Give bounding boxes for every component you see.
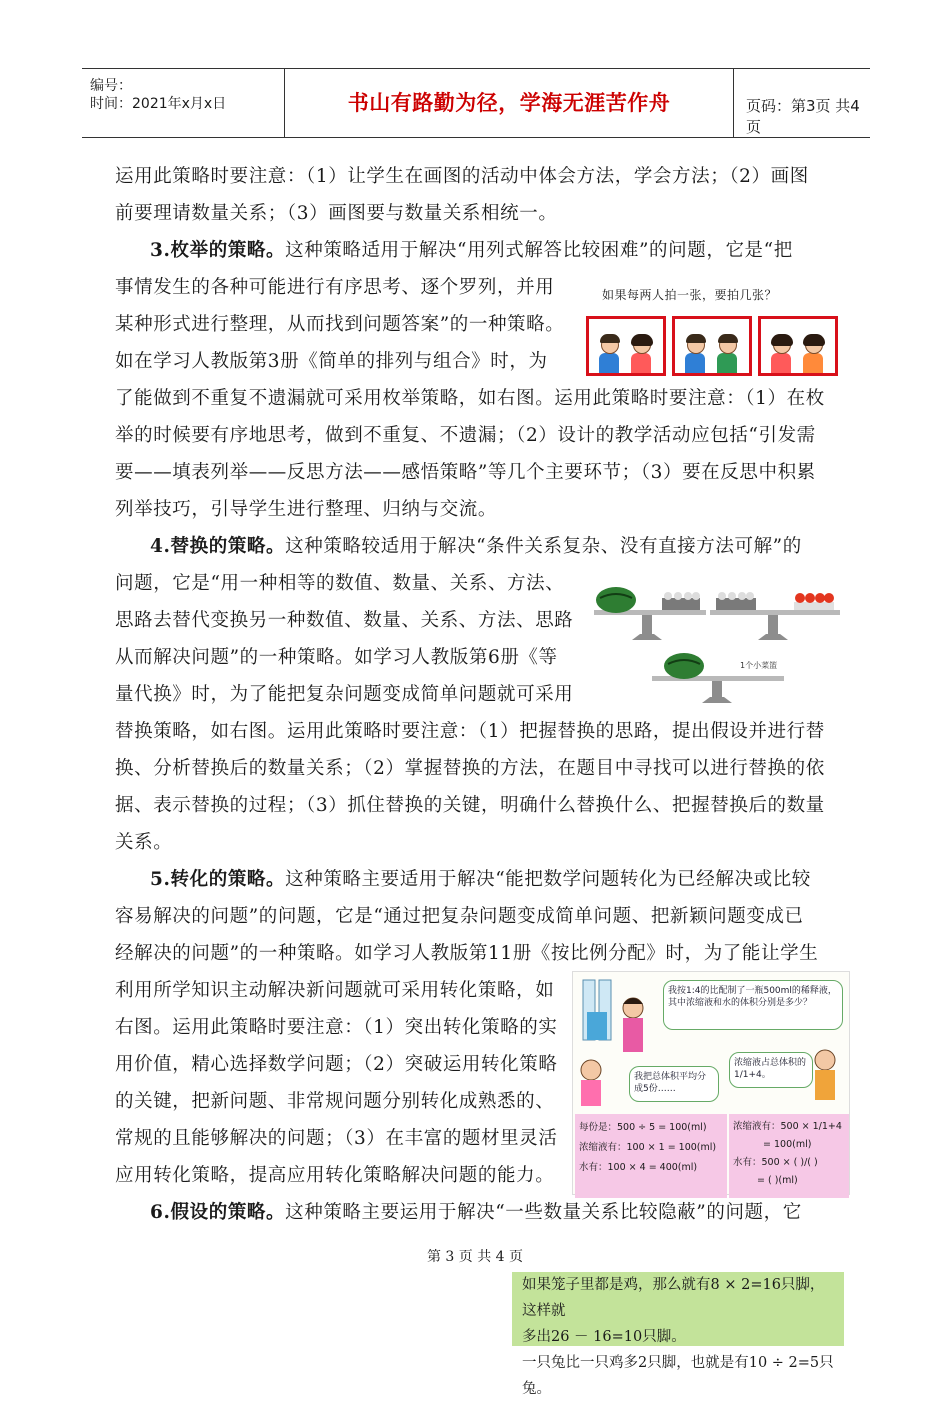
chicken-rabbit-box	[512, 1272, 844, 1397]
body-line: 运用此策略时要注意：（1）让学生在画图的活动中体会方法，学会方法；（2）画图	[115, 166, 809, 187]
boy-icon	[719, 336, 737, 354]
body-line: 前要理请数量关系；（3）画图要与数量关系相统一。	[115, 203, 558, 224]
section-title: 4.替换的策略。	[150, 536, 286, 557]
body-text: 这种策略主要适用于解决“能把数学问题转化为已经解决或比较	[285, 869, 811, 890]
section-3-heading	[150, 236, 793, 262]
calc-line: 水有：100 × 4 = 400(ml)	[579, 1162, 698, 1173]
calc-line: 水有：500 × ( )/( )	[733, 1157, 818, 1168]
box-line: 一只兔比一只鸡多2只脚，也就是有10 ÷ 2=5只兔。	[522, 1355, 834, 1397]
header-page-label: 页码：第3页 共4页	[746, 97, 860, 136]
body-line: 列举技巧，引导学生进行整理、归纳与交流。	[115, 499, 498, 520]
section-title: 6.假设的策略。	[150, 1202, 286, 1223]
balance-scale	[594, 587, 706, 640]
body-line: 经解决的问题”的一种策略。如学习人教版第11册《按比例分配》时，为了能让学生	[115, 943, 819, 964]
body-line: 关系。	[115, 832, 173, 853]
body-line: 如在学习人教版第3册《简单的排列与组合》时，为	[115, 351, 548, 372]
section-5-heading	[150, 865, 811, 891]
photo-frame	[758, 316, 838, 376]
body-line: 从而解决问题”的一种策略。如学习人教版第6册《等	[115, 647, 558, 668]
body-line: 右图。运用此策略时要注意：（1）突出转化策略的实	[115, 1017, 558, 1038]
calc-line: 每份是：500 ÷ 5 = 100(ml)	[579, 1122, 707, 1133]
header-motto: 书山有路勤为径，学海无涯苦作舟	[285, 69, 734, 137]
body-line: 利用所学知识主动解决新问题就可采用转化策略，如	[115, 980, 555, 1001]
student-icon	[815, 1050, 835, 1070]
body-line: 容易解决的问题”的问题，它是“通过把复杂问题变成简单问题、把新颖问题变成已	[115, 906, 804, 927]
watermelon-icon	[664, 653, 704, 679]
body-line: 举的时候要有序地思考，做到不重复、不遗漏；（2）设计的教学活动应包括“引发需	[115, 425, 816, 446]
girl-icon	[633, 336, 651, 354]
box-line: 多出26 － 16=10只脚。	[522, 1329, 686, 1345]
enumeration-caption: 如果每两人拍一张，要拍几张？	[602, 288, 778, 302]
body-line: 思路去替代变换另一种数值、数量、关系、方法、思路	[115, 610, 574, 631]
header-meta	[82, 69, 285, 137]
body-line: 某种形式进行整理，从而找到问题答案”的一种策略。	[115, 314, 565, 335]
box-line: 如果笼子里都是鸡，那么就有8 × 2=16只脚，这样就	[522, 1277, 825, 1319]
body-line: 常规的且能够解决的问题；（3）在丰富的题材里灵活	[115, 1128, 558, 1149]
section-title: 5.转化的策略。	[150, 869, 286, 890]
calc-line: 浓缩液有：100 × 1 = 100(ml)	[579, 1142, 717, 1153]
balance-figure	[588, 576, 850, 706]
body-line: 用价值，精心选择数学问题；（2）突破运用转化策略	[115, 1054, 558, 1075]
girl-icon	[805, 336, 823, 354]
body-line: 的关键，把新问题、非常规问题分别转化成熟悉的、	[115, 1091, 555, 1112]
calc-box-left	[575, 1114, 727, 1198]
body-line: 了能做到不重复不遗漏就可采用枚举策略，如右图。运用此策略时要注意：（1）在枚	[115, 388, 825, 409]
body-line: 量代换》时，为了能把复杂问题变成简单问题就可采用	[115, 684, 574, 705]
date-label: 时间：2021年x月x日	[90, 96, 227, 112]
speech-bubble: 浓缩液占总体积的 1/1+4。	[729, 1052, 813, 1088]
section-6-heading	[150, 1198, 802, 1224]
boy-icon	[687, 336, 705, 354]
body-line: 要——填表列举——反思方法——感悟策略”等几个主要环节；（3）要在反思中积累	[115, 462, 816, 483]
calc-line: = ( )(ml)	[757, 1175, 798, 1186]
body-line: 换、分析替换后的数量关系；（2）掌握替换的方法，在题目中寻找可以进行替换的依	[115, 758, 825, 779]
student-icon	[581, 1060, 601, 1080]
speech-bubble: 我把总体积平均分成5份……	[629, 1066, 719, 1102]
calc-line: = 100(ml)	[763, 1139, 812, 1150]
balance-scale	[710, 592, 840, 640]
photo-frame	[586, 316, 666, 376]
body-text: 这种策略主要运用于解决“一些数量关系比较隐蔽”的问题，它	[285, 1202, 802, 1223]
body-line: 问题，它是“用一种相等的数值、数量、关系、方法、	[115, 573, 565, 594]
body-line: 事情发生的各种可能进行有序思考、逐个罗列，并用	[115, 277, 555, 298]
body-line: 据、表示替换的过程；（3）抓住替换的关键，明确什么替换什么、把握替换后的数量	[115, 795, 825, 816]
calc-line: 浓缩液有：500 × 1/1+4	[733, 1121, 842, 1132]
girl-icon	[773, 336, 791, 354]
section-title: 3.枚举的策略。	[150, 240, 286, 261]
tomato-icon	[795, 593, 805, 603]
balance-label: 1个小菜篮	[740, 661, 778, 670]
body-line: 应用转化策略，提高应用转化策略解决问题的能力。	[115, 1165, 555, 1186]
balance-scale	[652, 653, 784, 703]
enumeration-figure	[584, 282, 844, 382]
page-footer: 第 3 页 共 4 页	[426, 1249, 524, 1265]
section-4-heading	[150, 532, 802, 558]
page-header	[82, 68, 870, 138]
ratio-figure	[572, 971, 850, 1195]
calc-box-right	[729, 1114, 849, 1198]
body-line: 替换策略，如右图。运用此策略时要注意：（1）把握替换的思路，提出假设并进行替	[115, 721, 825, 742]
watermelon-icon	[596, 587, 636, 613]
photo-frame	[672, 316, 752, 376]
body-text: 这种策略适用于解决“用列式解答比较困难”的问题，它是“把	[285, 240, 793, 261]
body-text: 这种策略较适用于解决“条件关系复杂、没有直接方法可解”的	[285, 536, 802, 557]
boy-icon	[601, 336, 619, 354]
speech-bubble: 我按1:4的比配制了一瓶500ml的稀释液，其中浓缩液和水的体积分别是多少？	[663, 980, 843, 1030]
serial-label: 编号：	[90, 78, 132, 94]
